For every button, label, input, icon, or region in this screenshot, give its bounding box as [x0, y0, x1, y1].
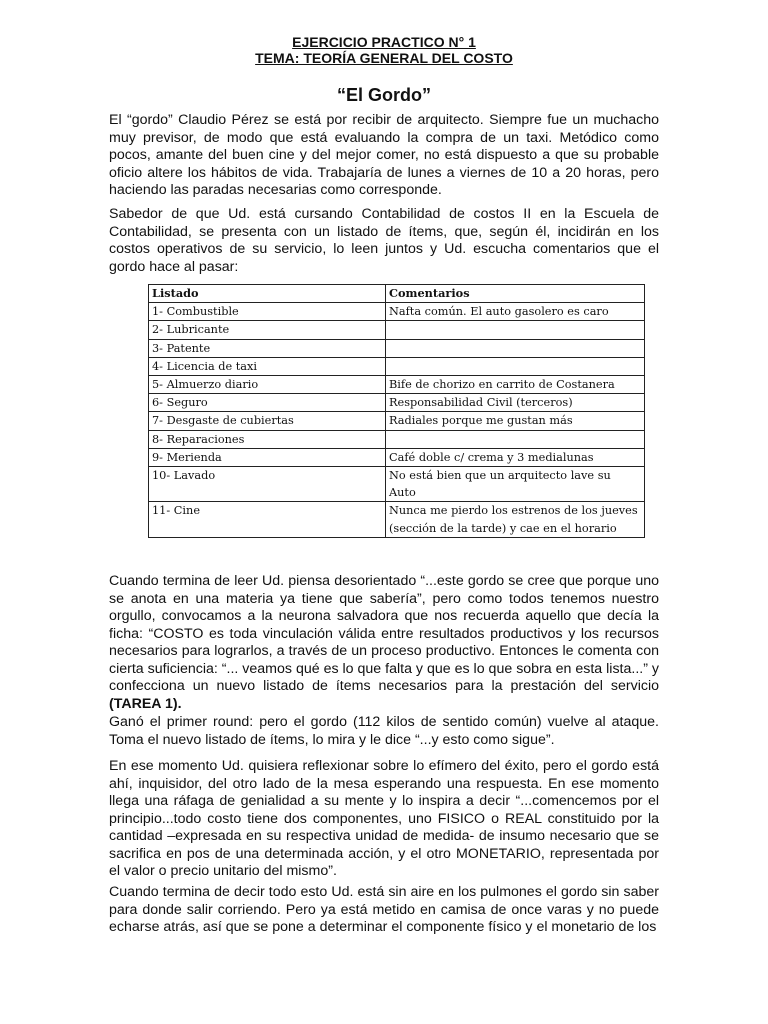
table-cell-item: 7- Desgaste de cubiertas [149, 412, 386, 430]
table-row [149, 303, 645, 321]
table-row [149, 394, 645, 412]
table-row [149, 412, 645, 430]
table-row [149, 430, 645, 448]
table-header-listado: Listado [149, 285, 386, 303]
paragraph-round: Ganó el primer round: pero el gordo (112 kilos de sentido común) vuelve al ataque. Toma el nuevo listado de ítems, lo mira y le dice “...y esto como sigue”. [109, 714, 659, 748]
table-cell-item: 11- Cine [149, 502, 386, 537]
topic-heading: TEMA: TEORÍA GENERAL DEL COSTO [255, 50, 513, 66]
table-row [149, 502, 645, 537]
document-title: “El Gordo” [337, 85, 431, 105]
paragraph-components: En ese momento Ud. quisiera reflexionar sobre lo efímero del éxito, pero el gordo está ahí, inquisidor, del otro lado de la mesa esperando una respuesta. En ese momento llega una ráfaga de genialidad a su mente y lo inspira a decir “...comencemos por el principio...todo costo tiene dos componentes, uno FISICO o REAL constituido por la cantidad –expresada en su respectiva unidad de medida- de insumo necesario que se sacrifica en pos de una determinada acción, y el otro MONETARIO, representada por el valor o precio unitario del mismo”. [109, 758, 659, 879]
table-cell-item: 1- Combustible [149, 303, 386, 321]
table-cell-comment [386, 357, 645, 375]
table-cell-item: 6- Seguro [149, 394, 386, 412]
table-cell-comment: Radiales porque me gustan más [386, 412, 645, 430]
table-cell-comment: No está bien que un arquitecto lave su Auto [386, 467, 645, 502]
table-cell-item: 3- Patente [149, 339, 386, 357]
table-cell-item: 2- Lubricante [149, 321, 386, 339]
table-cell-comment: Café doble c/ crema y 3 medialunas [386, 448, 645, 466]
table-header-comentarios: Comentarios [386, 285, 645, 303]
table-cell-comment: Bife de chorizo en carrito de Costanera [386, 376, 645, 394]
table-cell-comment: Nafta común. El auto gasolero es caro [386, 303, 645, 321]
table-row [149, 321, 645, 339]
table-cell-comment: Responsabilidad Civil (terceros) [386, 394, 645, 412]
paragraph-context: Sabedor de que Ud. está cursando Contabilidad de costos II en la Escuela de Contabilidad, se presenta con un listado de ítems, que, según él, incidirán en los costos operativos de su servicio, lo leen juntos y Ud. escucha comentarios que el gordo hace al pasar: [109, 206, 659, 275]
paragraph-closing: Cuando termina de decir todo esto Ud. está sin aire en los pulmones el gordo sin saber para donde salir corriendo. Pero ya está metido en camisa de once varas y no puede echarse atrás, así que se pone a determinar el componente físico y el monetario de los [109, 884, 659, 935]
table-cell-item: 8- Reparaciones [149, 430, 386, 448]
cost-items-table [148, 284, 645, 538]
table-row [149, 339, 645, 357]
table-row [149, 448, 645, 466]
task-label: (TAREA 1). [109, 695, 182, 712]
table-row [149, 467, 645, 502]
table-cell-item: 9- Merienda [149, 448, 386, 466]
table-cell-comment [386, 339, 645, 357]
paragraph-reflection-text: Cuando termina de leer Ud. piensa desorientado “...este gordo se cree que porque uno se anota en una materia ya tiene que sabería”, pero como todos tenemos nuestro orgullo, convocamos a la neurona salvadora que nos recuerda aquello que decía la ficha: “COSTO es toda vinculación válida entre resultados productivos y los recursos necesarios para lograrlos, a través de un proceso productivo. Entonces le comenta con cierta suficiencia: “... veamos qué es lo que falta y que es lo que sobra en esta lista...” y confecciona un nuevo listado de ítems necesarios para la prestación del servicio [109, 573, 659, 694]
table-cell-comment [386, 430, 645, 448]
exercise-heading: EJERCICIO PRACTICO N° 1 [292, 34, 476, 50]
table-header-row [149, 285, 645, 303]
table-cell-comment [386, 321, 645, 339]
table-cell-item: 5- Almuerzo diario [149, 376, 386, 394]
table-cell-item: 10- Lavado [149, 467, 386, 502]
table-cell-comment: Nunca me pierdo los estrenos de los jueves (sección de la tarde) y cae en el horario [386, 502, 645, 537]
paragraph-reflection [109, 573, 659, 713]
table-row [149, 376, 645, 394]
paragraph-intro: El “gordo” Claudio Pérez se está por recibir de arquitecto. Siempre fue un muchacho muy previsor, de modo que está evaluando la compra de un taxi. Metódico como pocos, amante del buen cine y del mejor comer, no está dispuesto a que su probable oficio altere los hábitos de vida. Trabajaría de lunes a viernes de 10 a 20 horas, pero haciendo las paradas necesarias como corresponde. [109, 112, 659, 198]
table-row [149, 357, 645, 375]
table-cell-item: 4- Licencia de taxi [149, 357, 386, 375]
